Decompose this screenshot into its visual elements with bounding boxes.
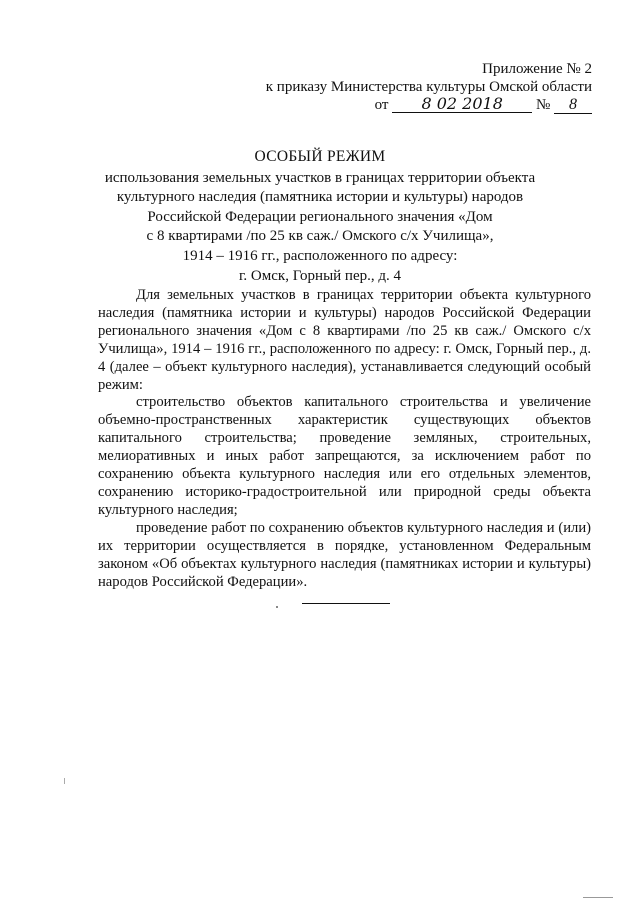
- body-paragraph: Для земельных участков в границах территории объекта культурного наследия (памятника истории и культуры) народов Российской Федерации регионального значения «Дом с 8 квартирами /по 25 кв саж./ Омского с/х Училища», 1914 – 1916 гг., расположенного по адресу: г. Омск, Горный пер., д. 4 (далее – объект культурного наследия), устанавливается следующий особый режим:: [98, 287, 591, 393]
- body-paragraph: строительство объектов капитального строительства и увеличение объемно-пространственных характеристик существующих объектов капитального строительства; проведение земляных, строительных, мелиоративных и иных работ запрещаются, за исключением работ по сохранению объекта культурного наследия или его отдельных элементов, сохранению историко-градостроительной или природной среды объекта культурного наследия;: [98, 394, 591, 518]
- appendix-header: [172, 60, 592, 114]
- appendix-date-line: [172, 96, 592, 114]
- document-body: [98, 287, 591, 591]
- appendix-order-reference: к приказу Министерства культуры Омской области: [265, 79, 592, 95]
- scan-speck: [276, 606, 278, 608]
- number-prefix: №: [535, 97, 551, 113]
- title-heading: ОСОБЫЙ РЕЖИМ: [254, 148, 386, 165]
- scan-speck: [583, 897, 613, 898]
- title-line: г. Омск, Горный пер., д. 4: [238, 267, 402, 284]
- appendix-number: Приложение № 2: [482, 61, 592, 77]
- date-prefix: от: [374, 97, 389, 113]
- title-line: культурного наследия (памятника истории и культуры) народов: [116, 189, 524, 206]
- title-line: 1914 – 1916 гг., расположенного по адресу:: [182, 247, 458, 264]
- title-line: использования земельных участков в границах территории объекта: [104, 169, 536, 186]
- order-number-handwritten: 8: [554, 97, 592, 114]
- scan-speck: [64, 778, 65, 784]
- title-line: Российской Федерации регионального значения «Дом: [147, 208, 493, 225]
- body-paragraph: проведение работ по сохранению объектов культурного наследия и (или) их территории осуществляется в порядке, установленном Федеральным законом «Об объектах культурного наследия (памятниках истории и культуры) народов Российской Федерации».: [98, 519, 591, 590]
- order-date-handwritten: 8 02 2018: [392, 96, 532, 113]
- document-title: [90, 147, 550, 286]
- closing-divider: [302, 603, 390, 604]
- title-line: с 8 квартирами /по 25 кв саж./ Омского с/х Училища»,: [146, 228, 494, 245]
